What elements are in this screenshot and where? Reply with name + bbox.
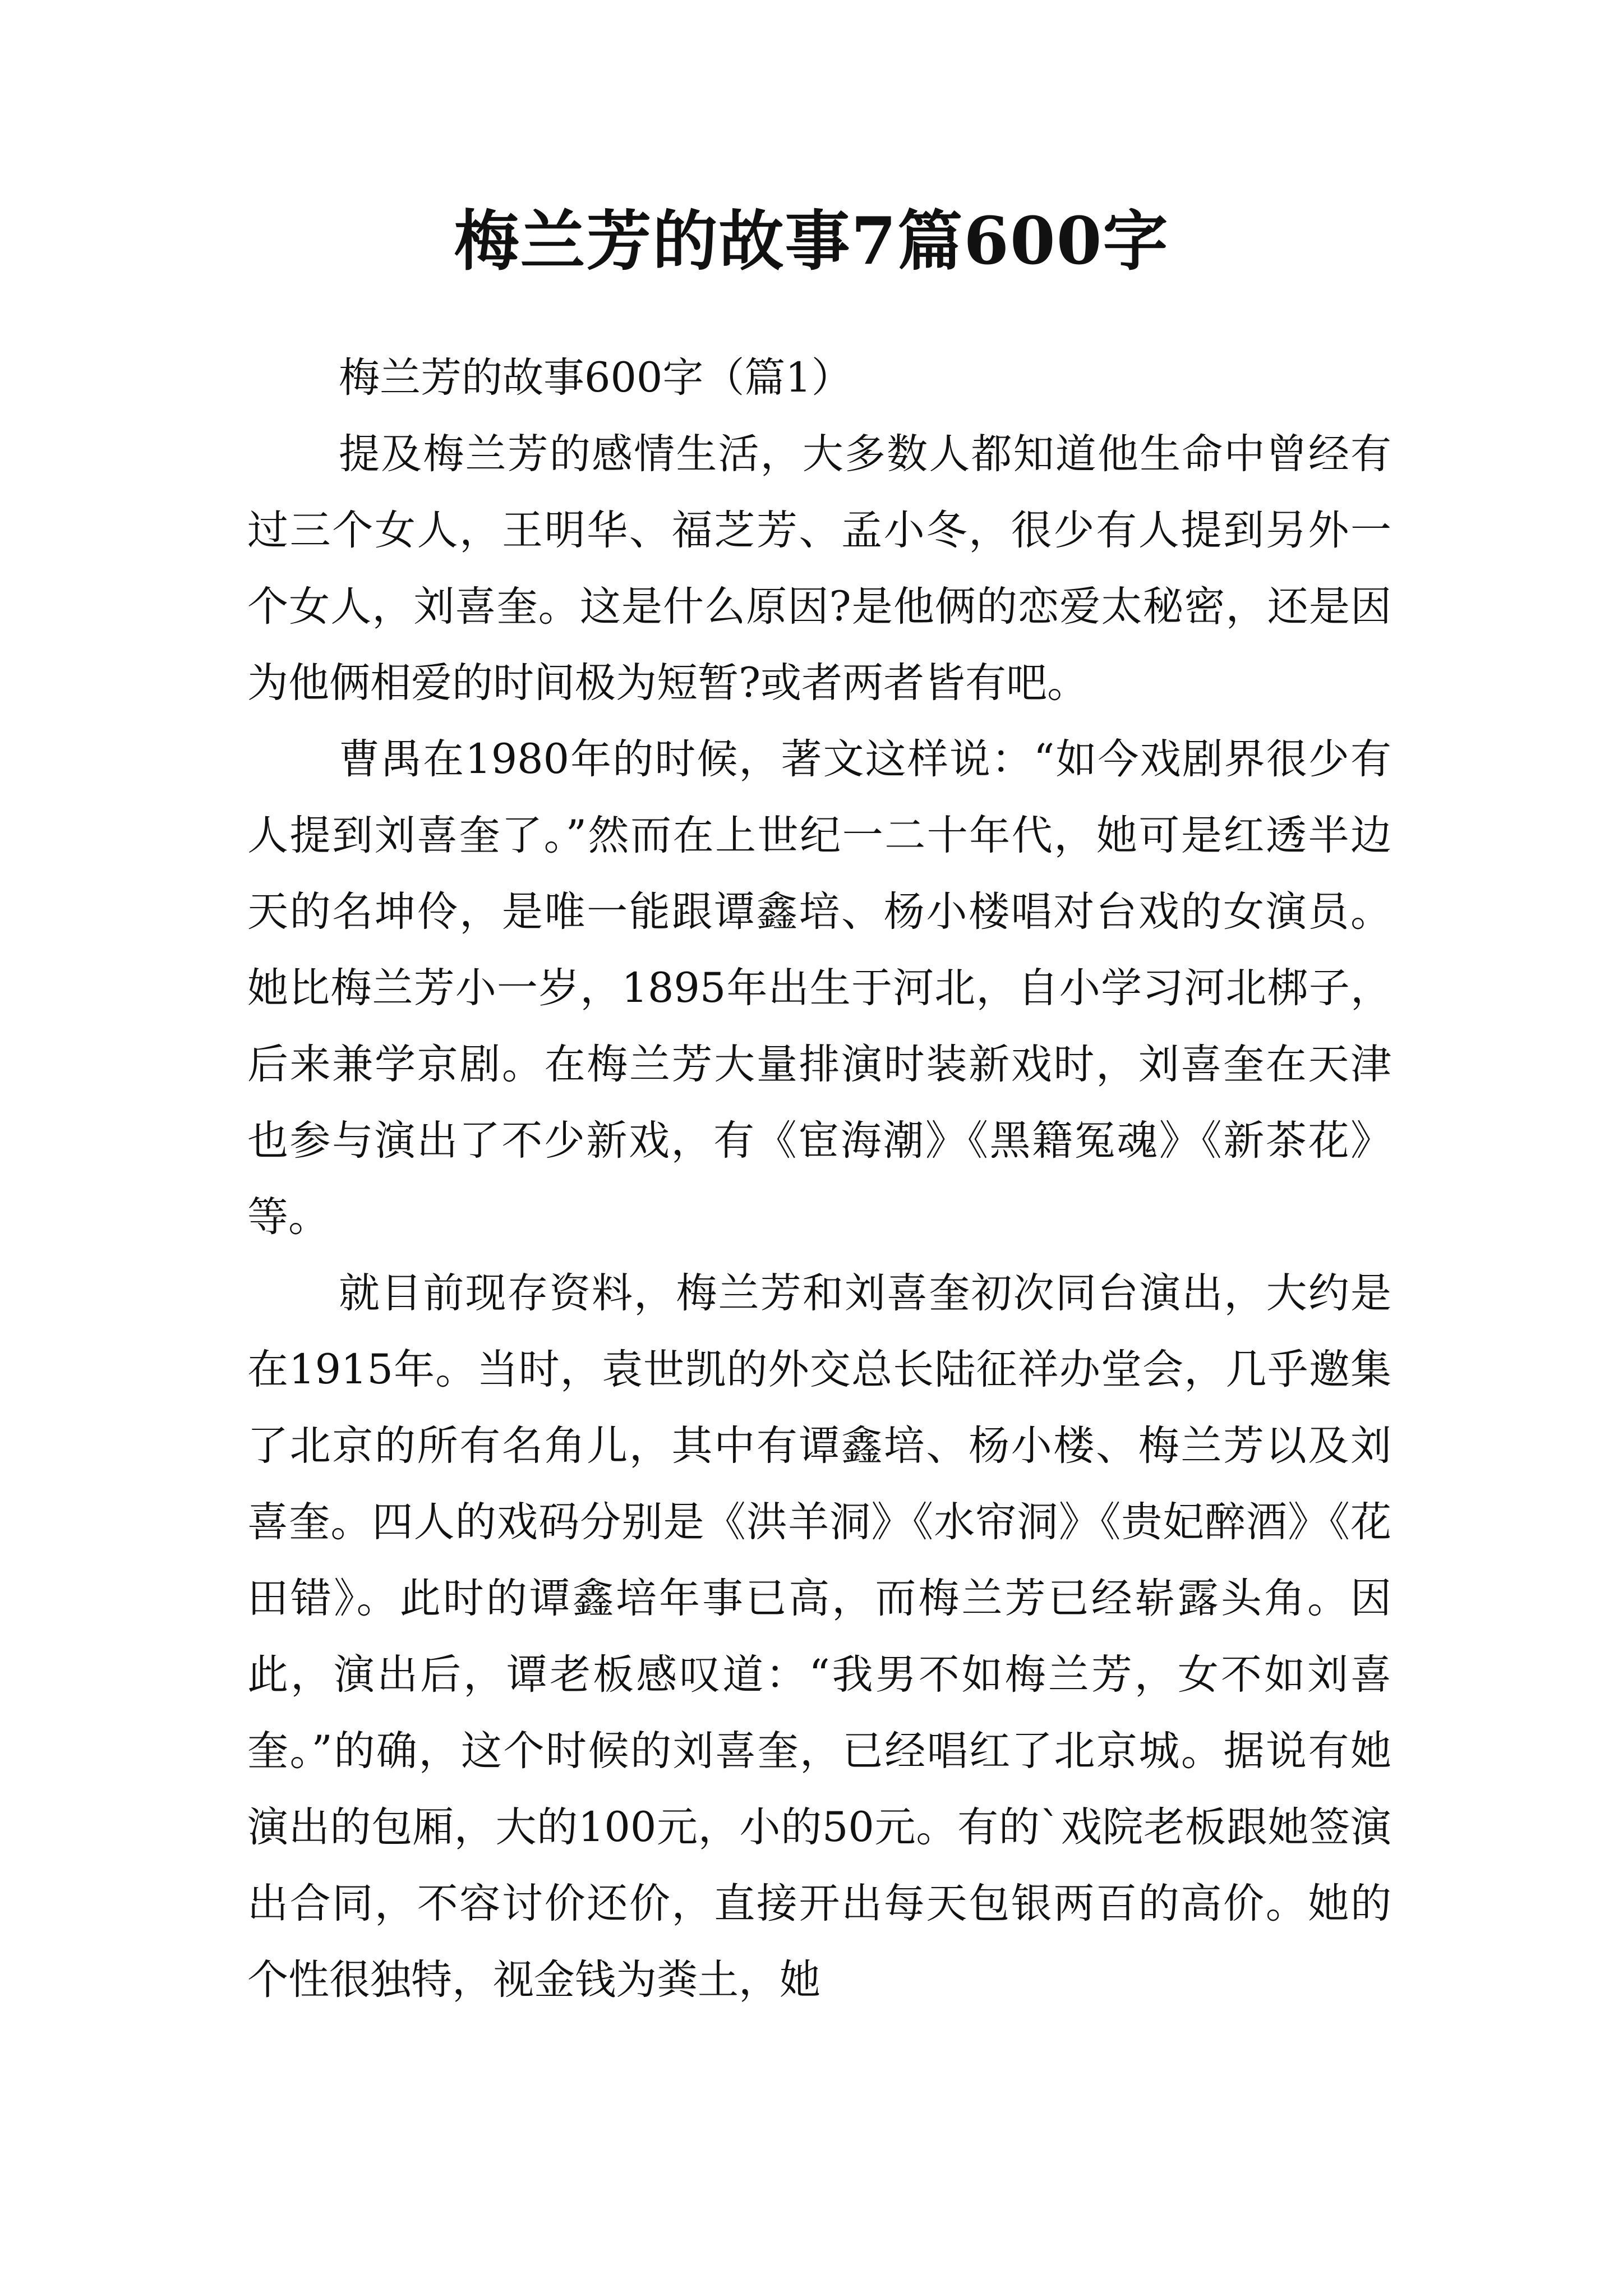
document-title: 梅兰芳的故事7篇600字 <box>454 203 1169 279</box>
paragraph-3: 就目前现存资料，梅兰芳和刘喜奎初次同台演出，大约是在1915年。当时，袁世凯的外交总长陆征祥办堂会，几乎邀集了北京的所有名角儿，其中有谭鑫培、杨小楼、梅兰芳以及刘喜奎。四人的戏码分别是《洪羊洞》《水帘洞》《贵妃醉酒》《花田错》。此时的谭鑫培年事已高，而梅兰芳已经崭露头角。因此，演出后，谭老板感叹道：“我男不如梅兰芳，女不如刘喜奎。”的确，这个时候的刘喜奎，已经唱红了北京城。据说有她演出的包厢，大的100元，小的50元。有的`戏院老板跟她签演出合同，不容讨价还价，直接开出每天包银两百的高价。她的个性很独特，视金钱为粪土，她 <box>247 1269 1391 2004</box>
paragraph-1: 提及梅兰芳的感情生活，大多数人都知道他生命中曾经有过三个女人，王明华、福芝芳、孟小冬，很少有人提到另外一个女人，刘喜奎。这是什么原因?是他俩的恋爱太秘密，还是因为他俩相爱的时间极为短暂?或者两者皆有吧。 <box>247 430 1391 707</box>
paragraph-2: 曹禺在1980年的时候，著文这样说：“如今戏剧界很少有人提到刘喜奎了。”然而在上世纪一二十年代，她可是红透半边天的名坤伶，是唯一能跟谭鑫培、杨小楼唱对台戏的女演员。她比梅兰芳小一岁，1895年出生于河北，自小学习河北梆子，后来兼学京剧。在梅兰芳大量排演时装新戏时，刘喜奎在天津也参与演出了不少新戏，有《宦海潮》《黑籍冤魂》《新茶花》等。 <box>247 735 1391 1241</box>
section-heading: 梅兰芳的故事600字（篇1） <box>339 354 852 402</box>
document-body <box>247 340 1391 2018</box>
